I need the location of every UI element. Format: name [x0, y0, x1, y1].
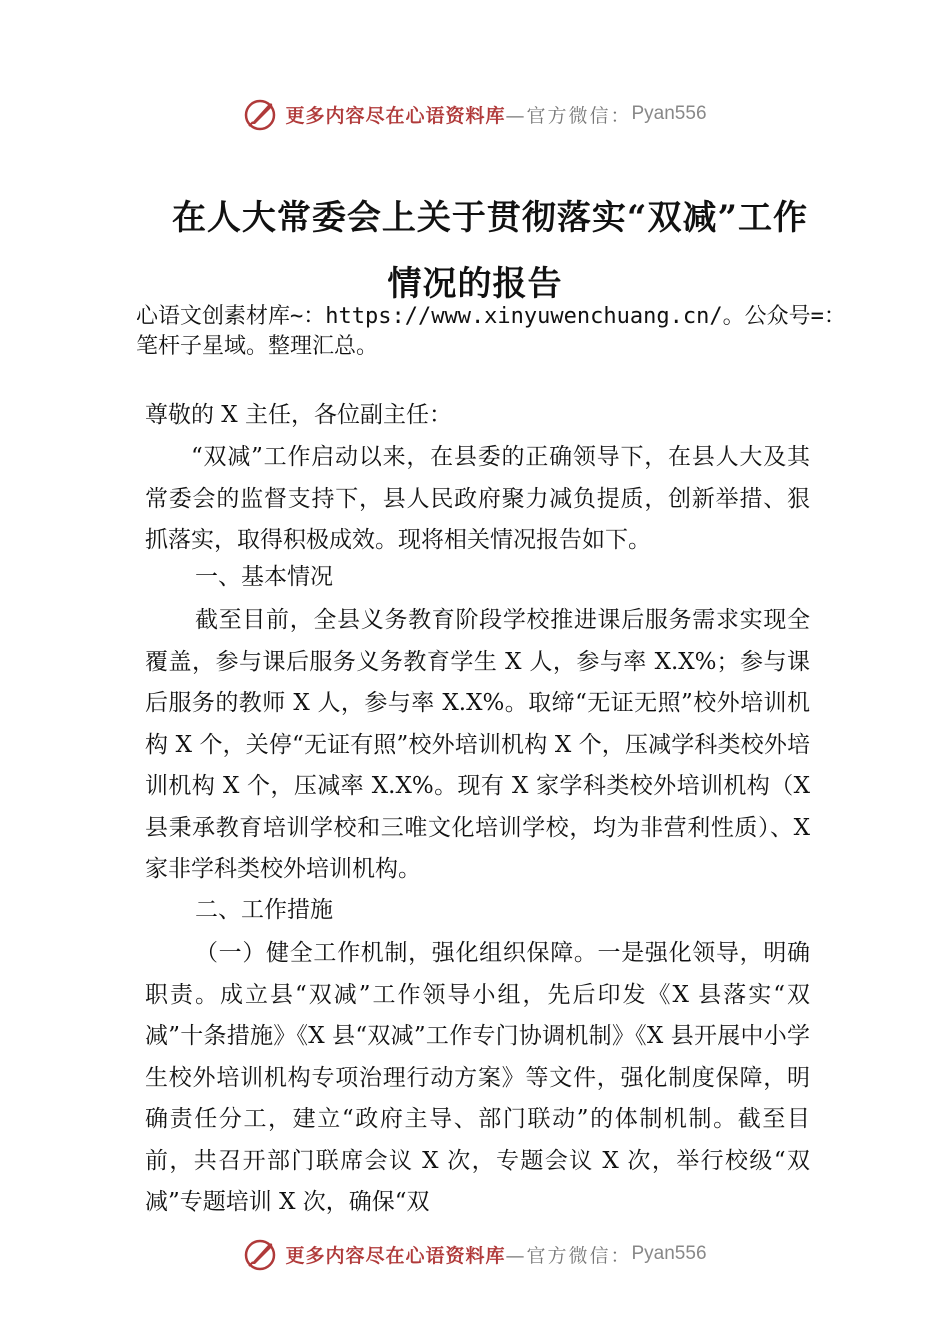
salutation: 尊敬的 X 主任，各位副主任：: [145, 402, 452, 428]
document-title-line2: 情况的报告: [387, 264, 563, 304]
banner-brand: 更多内容尽在心语资料库: [285, 1244, 506, 1267]
section-heading-measures: 二、工作措施: [195, 897, 333, 923]
paragraph-basic-situation: 截至目前，全县义务教育阶段学校推进课后服务需求实现全覆盖，参与课后服务义务教育学生 X 人，参与率 X.X%；参与课后服务的教师 X 人，参与率 X.X%。取缔“无证无照”校外培训机构 X 个，关停“无证有照”校外培训机构 X 个，压减学科类校外培训机构 X 个，压减率 X.X%。现有 X 家学科类校外培训机构（X 县秉承教育培训学校和三唯文化培训学校，均为非营利性质）、X 家非学科类校外培训机构。: [145, 607, 810, 882]
document-title-line1: 在人大常委会上关于贯彻落实“双减”工作: [171, 198, 809, 238]
footer-banner: [0, 1234, 950, 1274]
paragraph-measures: （一）健全工作机制，强化组织保障。一是强化领导，明确职责。成立县“双减”工作领导小组，先后印发《X 县落实“双减”十条措施》《X 县“双减”工作专门协调机制》《X 县开展中小学生校外培训机构专项治理行动方案》等文件，强化制度保障，明确责任分工，建立“政府主导、部门联动”的体制机制。截至目前，共召开部门联席会议 X 次，专题会议 X 次，举行校级“双减”专题培训 X 次，确保“双: [145, 940, 810, 1215]
header-banner: [0, 94, 950, 134]
banner-brand: 更多内容尽在心语资料库: [285, 104, 506, 127]
banner-wechat-label: —官方微信：: [505, 104, 632, 127]
banner-wechat-id: Pyan556: [631, 103, 707, 124]
paragraph-intro: “双减”工作启动以来，在县委的正确领导下，在县人大及其常委会的监督支持下，县人民政府聚力减负提质，创新举措、狠抓落实，取得积极成效。现将相关情况报告如下。: [145, 444, 810, 553]
section-heading-basic: 一、基本情况: [195, 564, 333, 590]
banner-wechat-id: Pyan556: [631, 1243, 707, 1264]
source-note: 心语文创素材库~：https://www.xinyuwenchuang.cn/。公众号=：笔杆子星域。整理汇总。: [136, 304, 846, 359]
feather-pen-logo-icon: [243, 1236, 279, 1272]
feather-pen-logo-icon: [243, 96, 279, 132]
banner-wechat-label: —官方微信：: [505, 1244, 632, 1267]
